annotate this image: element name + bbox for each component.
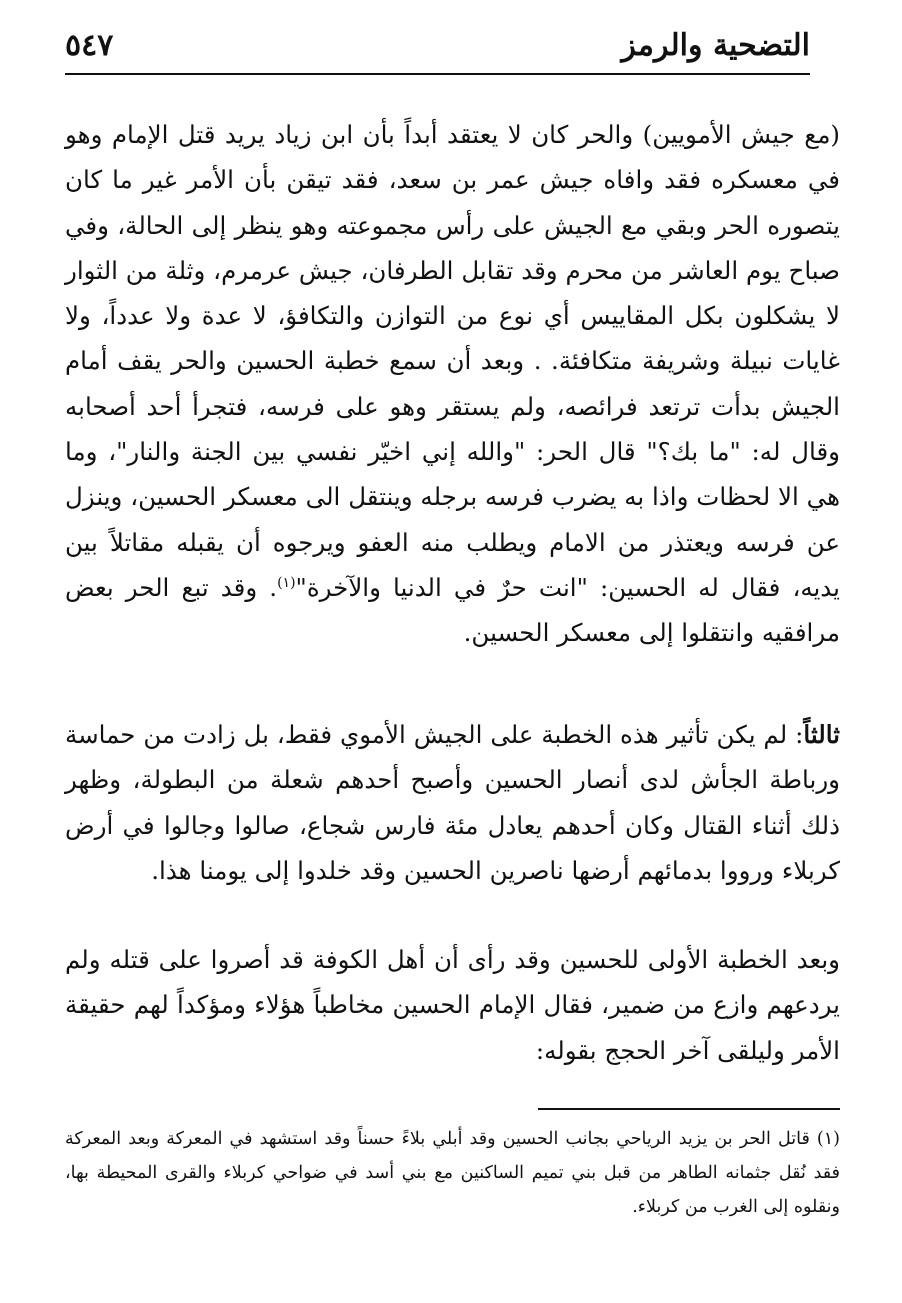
paragraph-2-lead: ثالثاً [803, 720, 840, 749]
running-title: التضحية والرمز [621, 28, 810, 63]
footnote-divider [538, 1108, 840, 1110]
footnote-text: (١) قاتل الحر بن يزيد الرياحي بجانب الحسين وقد أبلي بلاءً حسناً وقد استشهد في المعركة وبعد المعركة فقد نُقل جثمانه الطاهر من قبل بني تميم الساكنين مع بني أسد في ضواحي كربلاء والقرى المحيطة بها، ونقلوه إلى الغرب من كربلاء. [65, 1129, 840, 1217]
paragraph-2-text: : لم يكن تأثير هذه الخطبة على الجيش الأموي فقط، بل زادت من حماسة ورباطة الجأش لدى أنصار الحسين وأصبح أحدهم شعلة من البطولة، وظهر ذلك أثناء القتال وكان أحدهم يعادل مئة فارس شجاع، صالوا وجالوا في أرض كربلاء ورووا بدمائهم أرضها ناصرين الحسين وقد خلدوا إلى يومنا هذا. [65, 720, 840, 885]
footnote-reference[interactable]: (١) [277, 574, 296, 591]
paragraph-1-text: (مع جيش الأمويين) والحر كان لا يعتقد أبداً بأن ابن زياد يريد قتل الإمام وهو في معسكره فقد وافاه جيش عمر بن سعد، فقد تيقن بأن الأمر غير ما كان يتصوره الحر وبقي مع الجيش على رأس مجموعته وهو ينظر إلى الحالة، وفي صباح يوم العاشر من محرم وقد تقابل الطرفان، جيش عرمرم، وثلة من الثوار لا يشكلون بكل المقاييس أي نوع من التوازن والتكافؤ، لا عدة ولا عدداً، ولا غايات نبيلة وشريفة متكافئة. . وبعد أن سمع خطبة الحسين والحر يقف أمام الجيش بدأت ترتعد فرائصه، ولم يستقر وهو على فرسه، فتجرأ أحد أصحابه وقال له: "ما بك؟" قال الحر: "والله إني اخيّر نفسي بين الجنة والنار"، وما هي الا لحظات واذا به يضرب فرسه برجله وينتقل الى معسكر الحسين، وينزل عن فرسه ويعتذر من الامام ويطلب منه العفو ويرجوه أن يقبله مقاتلاً بين يديه، فقال له الحسين: "انت حرٌ في الدنيا والآخرة" [65, 120, 840, 602]
paragraph-3 [65, 937, 840, 1073]
paragraph-2 [65, 712, 840, 893]
page-number: ٥٤٧ [65, 28, 114, 63]
running-header [65, 22, 810, 70]
footnote [65, 1122, 840, 1224]
paragraph-1-tail: . وقد تبع الحر بعض مرافقيه وانتقلوا إلى معسكر الحسين. [65, 572, 840, 648]
paragraph-1 [65, 112, 840, 656]
paragraph-3-text: وبعد الخطبة الأولى للحسين وقد رأى أن أهل الكوفة قد أصروا على قتله ولم يردعهم وازع من ضمير، فقال الإمام الحسين مخاطباً هؤلاء ومؤكداً لهم حقيقة الأمر وليلقى آخر الحجج بقوله: [65, 945, 840, 1065]
header-divider [65, 73, 810, 75]
